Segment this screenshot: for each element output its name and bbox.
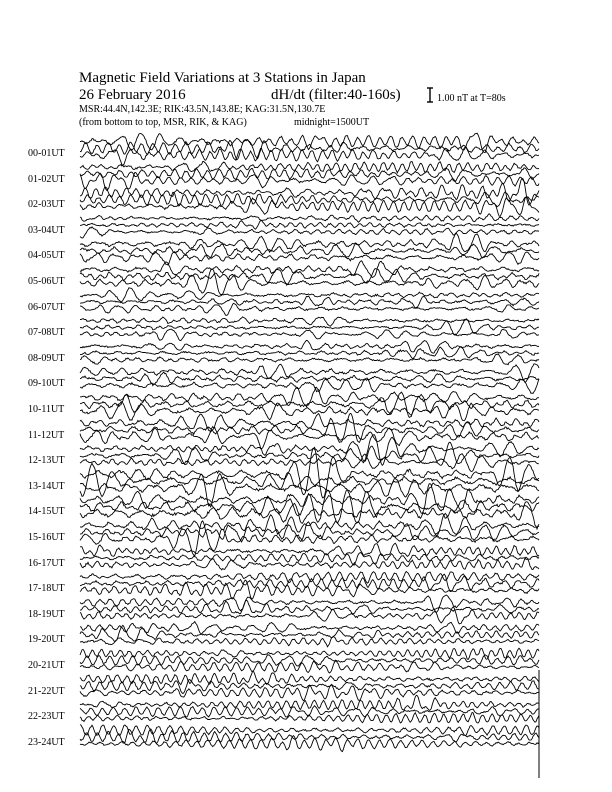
hour-label: 15-16UT bbox=[28, 532, 65, 543]
trace-rik-01-02ut bbox=[80, 168, 539, 182]
trace-msr-11-12ut bbox=[80, 427, 539, 449]
hour-label: 03-04UT bbox=[28, 224, 65, 236]
hour-label: 01-02UT bbox=[28, 173, 65, 185]
hour-label: 19-20UT bbox=[28, 634, 65, 646]
trace-rik-03-04ut bbox=[80, 220, 539, 229]
hour-label: 17-18UT bbox=[28, 583, 65, 595]
trace-msr-04-05ut bbox=[80, 252, 539, 265]
trace-msr-08-09ut bbox=[80, 354, 539, 365]
hour-label: 14-15UT bbox=[28, 506, 65, 518]
hour-label: 07-08UT bbox=[28, 327, 65, 339]
order-note: (from bottom to top, MSR, RIK, & KAG) bbox=[79, 117, 247, 128]
hour-label: 22-23UT bbox=[28, 711, 65, 723]
trace-kag-21-22ut bbox=[80, 671, 539, 684]
trace-rik-08-09ut bbox=[80, 347, 539, 359]
hour-label: 21-22UT bbox=[28, 685, 65, 697]
trace-kag-16-17ut bbox=[80, 543, 539, 556]
scale-bar bbox=[427, 88, 433, 102]
trace-msr-23-24ut bbox=[80, 736, 539, 752]
hour-label: 16-17UT bbox=[28, 557, 65, 569]
trace-msr-06-07ut bbox=[80, 303, 539, 315]
hour-label: 02-03UT bbox=[28, 199, 65, 211]
hour-label: 18-19UT bbox=[28, 608, 65, 620]
trace-kag-19-20ut bbox=[80, 622, 539, 634]
trace-kag-04-05ut bbox=[80, 233, 539, 252]
chart-title: Magnetic Field Variations at 3 Stations in Japan bbox=[79, 70, 366, 86]
hour-label: 12-13UT bbox=[28, 455, 65, 467]
trace-kag-03-04ut bbox=[80, 214, 539, 223]
trace-kag-10-11ut bbox=[80, 387, 539, 407]
trace-kag-11-12ut bbox=[80, 414, 539, 432]
trace-kag-23-24ut bbox=[80, 725, 539, 736]
hour-label: 06-07UT bbox=[28, 301, 65, 313]
midnight-note: midnight=1500UT bbox=[294, 117, 370, 128]
trace-kag-22-23ut bbox=[80, 695, 539, 710]
hour-label: 13-14UT bbox=[28, 480, 65, 492]
trace-kag-05-06ut bbox=[80, 261, 539, 278]
trace-msr-00-01ut bbox=[80, 147, 539, 165]
trace-rik-20-21ut bbox=[80, 655, 539, 666]
quantity-label: dH/dt (filter:40-160s) bbox=[271, 87, 401, 103]
hour-label: 08-09UT bbox=[28, 352, 65, 364]
trace-msr-09-10ut bbox=[80, 378, 539, 393]
hour-label: 10-11UT bbox=[28, 404, 65, 415]
hour-label: 11-12UT bbox=[28, 429, 65, 441]
trace-msr-16-17ut bbox=[80, 557, 539, 570]
trace-rik-09-10ut bbox=[80, 372, 539, 386]
trace-kag-08-09ut bbox=[80, 340, 539, 353]
hour-label: 05-06UT bbox=[28, 276, 65, 287]
trace-kag-01-02ut bbox=[80, 162, 539, 173]
trace-msr-05-06ut bbox=[80, 269, 539, 295]
trace-msr-07-08ut bbox=[80, 329, 539, 340]
hour-label: 09-10UT bbox=[28, 378, 65, 390]
stations-line: MSR:44.4N,142.3E; RIK:43.5N,143.8E; KAG:31.5N,130.7E bbox=[79, 104, 326, 115]
trace-msr-21-22ut bbox=[80, 685, 539, 701]
chart-date: 26 February 2016 bbox=[79, 87, 186, 103]
trace-msr-19-20ut bbox=[80, 636, 539, 647]
hour-label: 04-05UT bbox=[28, 250, 65, 262]
trace-kag-00-01ut bbox=[80, 133, 539, 152]
hour-label: 00-01UT bbox=[28, 148, 65, 159]
hour-label: 20-21UT bbox=[28, 660, 65, 671]
trace-msr-03-04ut bbox=[80, 227, 539, 238]
traces bbox=[80, 133, 539, 778]
trace-kag-20-21ut bbox=[80, 648, 539, 659]
scale-bar-label: 1.00 nT at T=80s bbox=[437, 93, 506, 104]
trace-kag-06-07ut bbox=[80, 288, 539, 302]
trace-rik-06-07ut bbox=[80, 296, 539, 308]
hour-label: 23-24UT bbox=[28, 736, 65, 748]
trace-rik-19-20ut bbox=[80, 625, 539, 641]
